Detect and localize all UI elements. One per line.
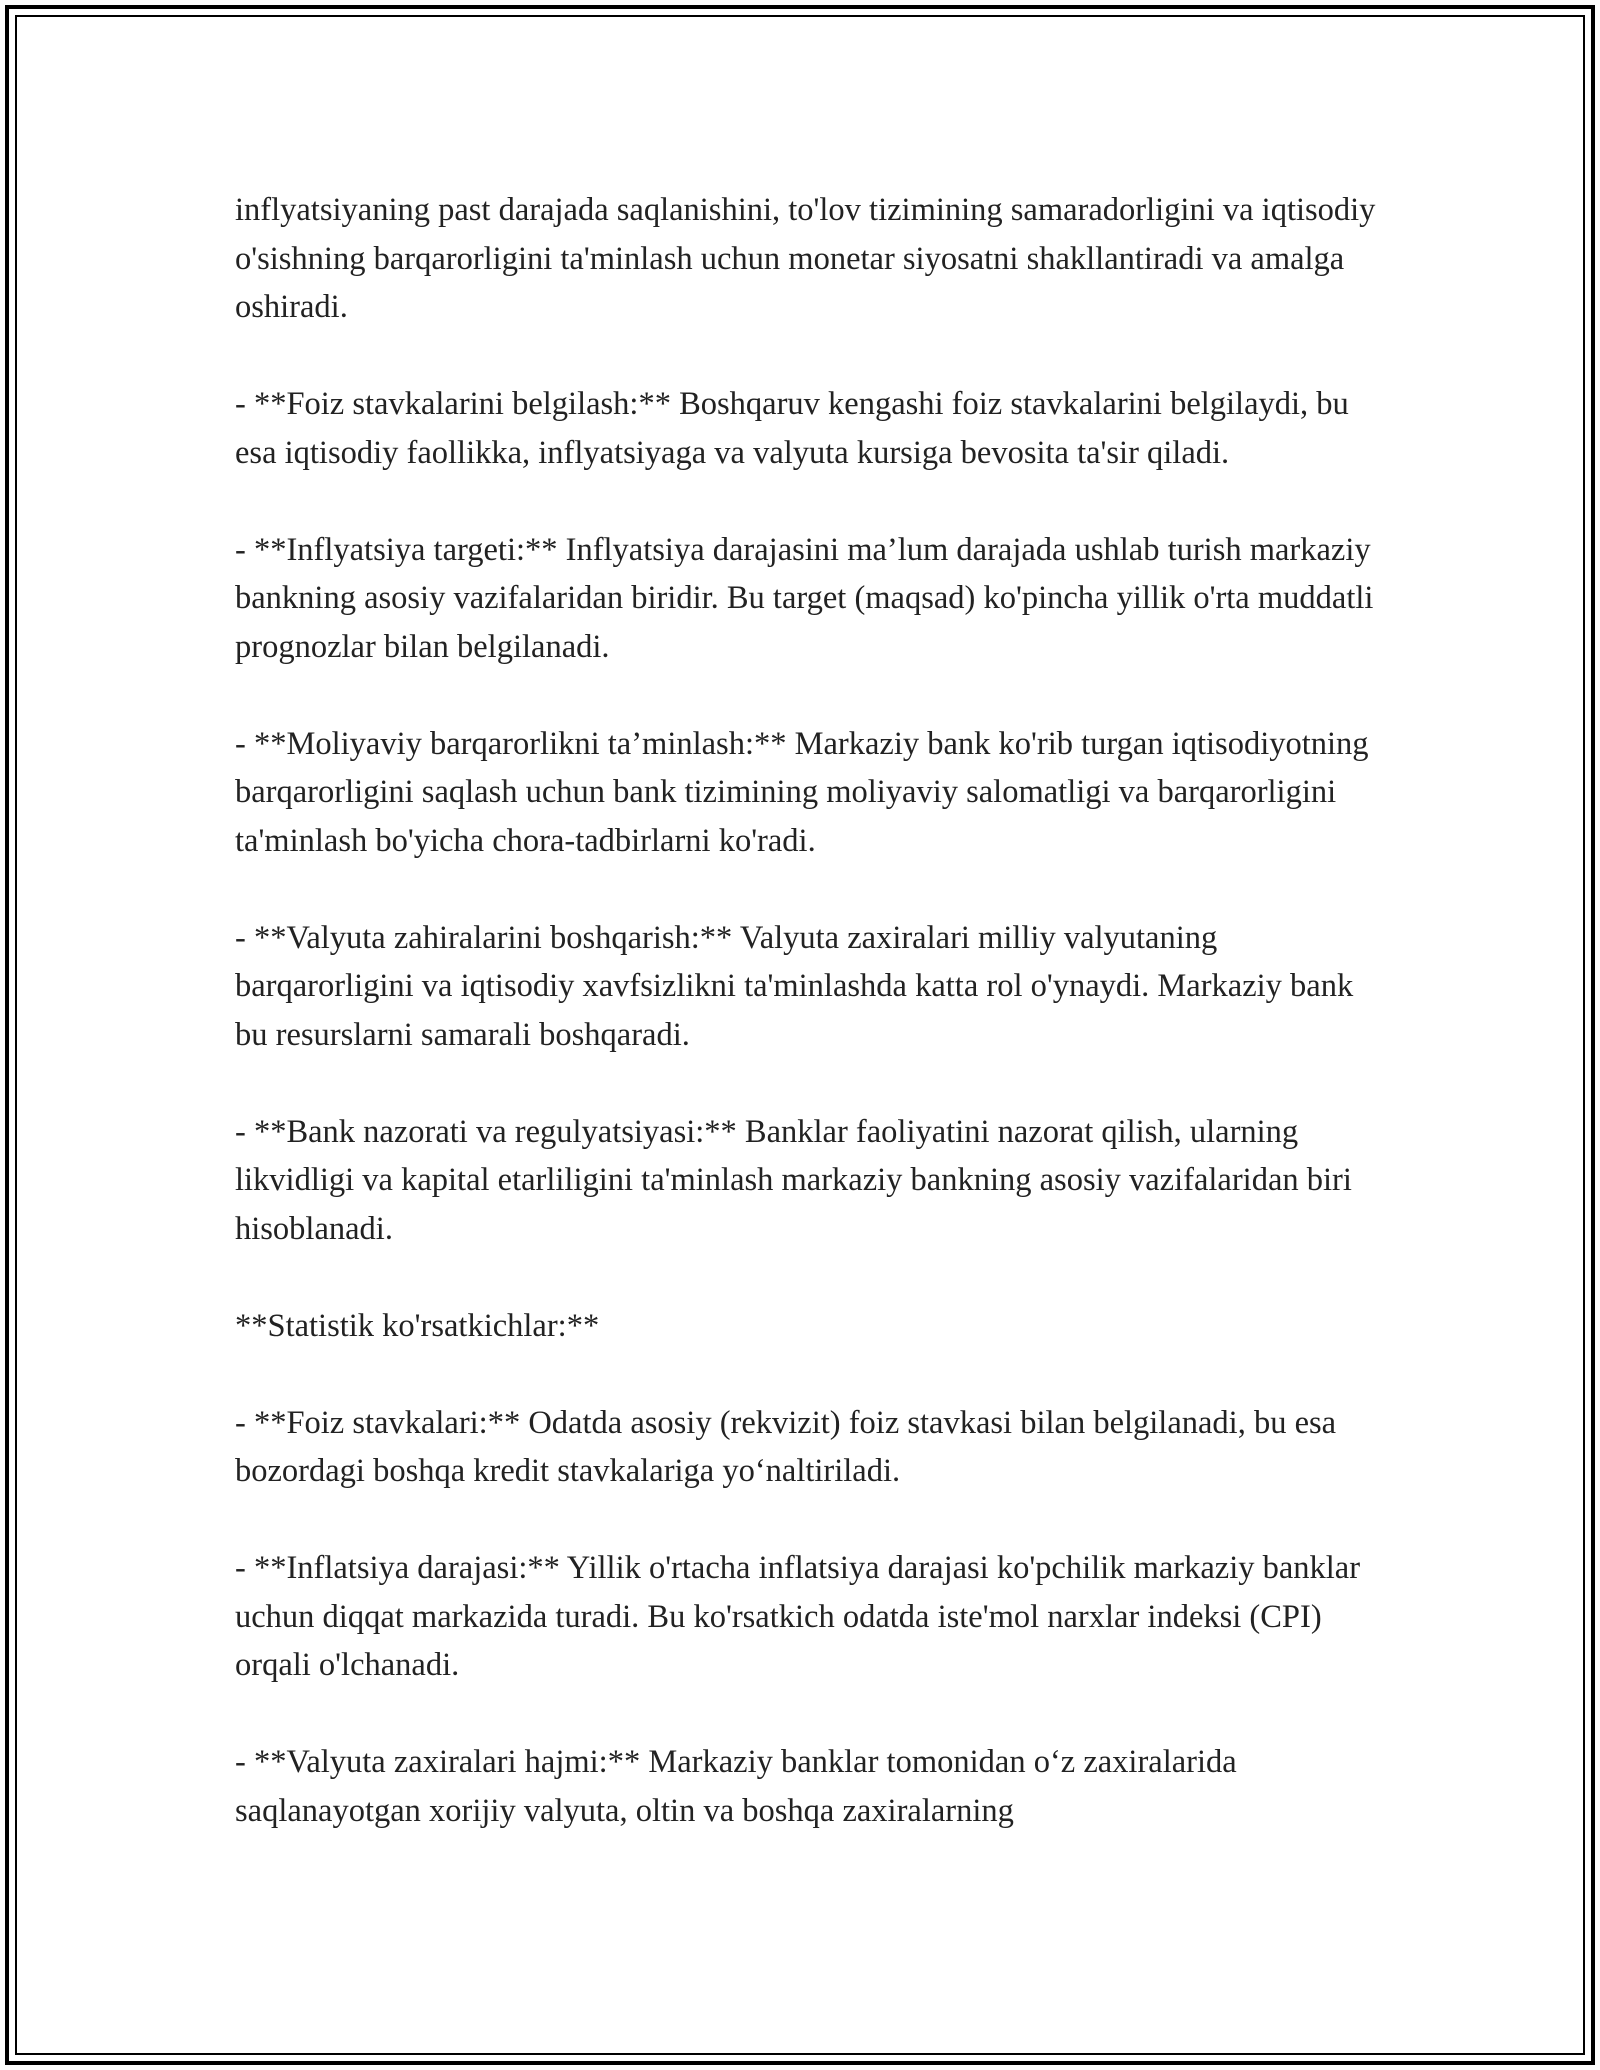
paragraph-reserve-management: - **Valyuta zahiralarini boshqarish:** Valyuta zaxiralari milliy valyutaning barqarorligini va iqtisodiy xavfsizlikni ta'minlashda katta rol o'ynaydi. Markaziy bank bu resurslarni samarali boshqaradi. — [235, 919, 1354, 1053]
paragraph-interest-rates: - **Foiz stavkalari:** Odatda asosiy (rekvizit) foiz stavkasi bilan belgilanadi, bu esa bozordagi boshqa kredit stavkalariga yo‘naltiriladi. — [235, 1404, 1337, 1489]
section-heading-statistics: **Statistik ko'rsatkichlar:** — [235, 1307, 600, 1344]
paragraph-bank-supervision: - **Bank nazorati va regulyatsiyasi:** Banklar faoliyatini nazorat qilish, ularning likvidligi va kapital etarliligini ta'minlash markaziy bankning asosiy vazifalaridan biri hisoblanadi. — [235, 1113, 1352, 1247]
paragraph-financial-stability: - **Moliyaviy barqarorlikni ta’minlash:** Markaziy bank ko'rib turgan iqtisodiyotning barqarorligini saqlash uchun bank tizimining moliyaviy salomatligi va barqarorligini ta'minlash bo'yicha chora-tadbirlarni ko'radi. — [235, 725, 1369, 859]
paragraph-inflation-level: - **Inflatsiya darajasi:** Yillik o'rtacha inflatsiya darajasi ko'pchilik markaziy banklar uchun diqqat markazida turadi. Bu ko'rsatkich odatda iste'mol narxlar indeksi (CPI) orqali o'lchanadi. — [235, 1550, 1361, 1683]
paragraph-interest-rate-setting: - **Foiz stavkalarini belgilash:** Boshqaruv kengashi foiz stavkalarini belgilaydi, bu esa iqtisodiy faollikka, inflyatsiyaga va valyuta kursiga bevosita ta'sir qiladi. — [235, 386, 1349, 471]
paragraph-reserve-volume: - **Valyuta zaxiralari hajmi:** Markaziy banklar tomonidan o‘z zaxiralarida saqlanayotgan xorijiy valyuta, oltin va boshqa zaxiralarning — [235, 1744, 1237, 1829]
document-body — [235, 186, 1385, 1835]
paragraph-inflation-target: - **Inflyatsiya targeti:** Inflyatsiya darajasini ma’lum darajada ushlab turish markaziy bankning asosiy vazifalaridan biridir. Bu target (maqsad) ko'pincha yillik o'rta muddatli prognozlar bilan belgilanadi. — [235, 531, 1374, 665]
paragraph-monetary-policy-intro: inflyatsiyaning past darajada saqlanishini, to'lov tizimining samaradorligini va iqtisodiy o'sishning barqarorligini ta'minlash uchun monetar siyosatni shakllantiradi va amalga oshiradi. — [235, 192, 1376, 325]
